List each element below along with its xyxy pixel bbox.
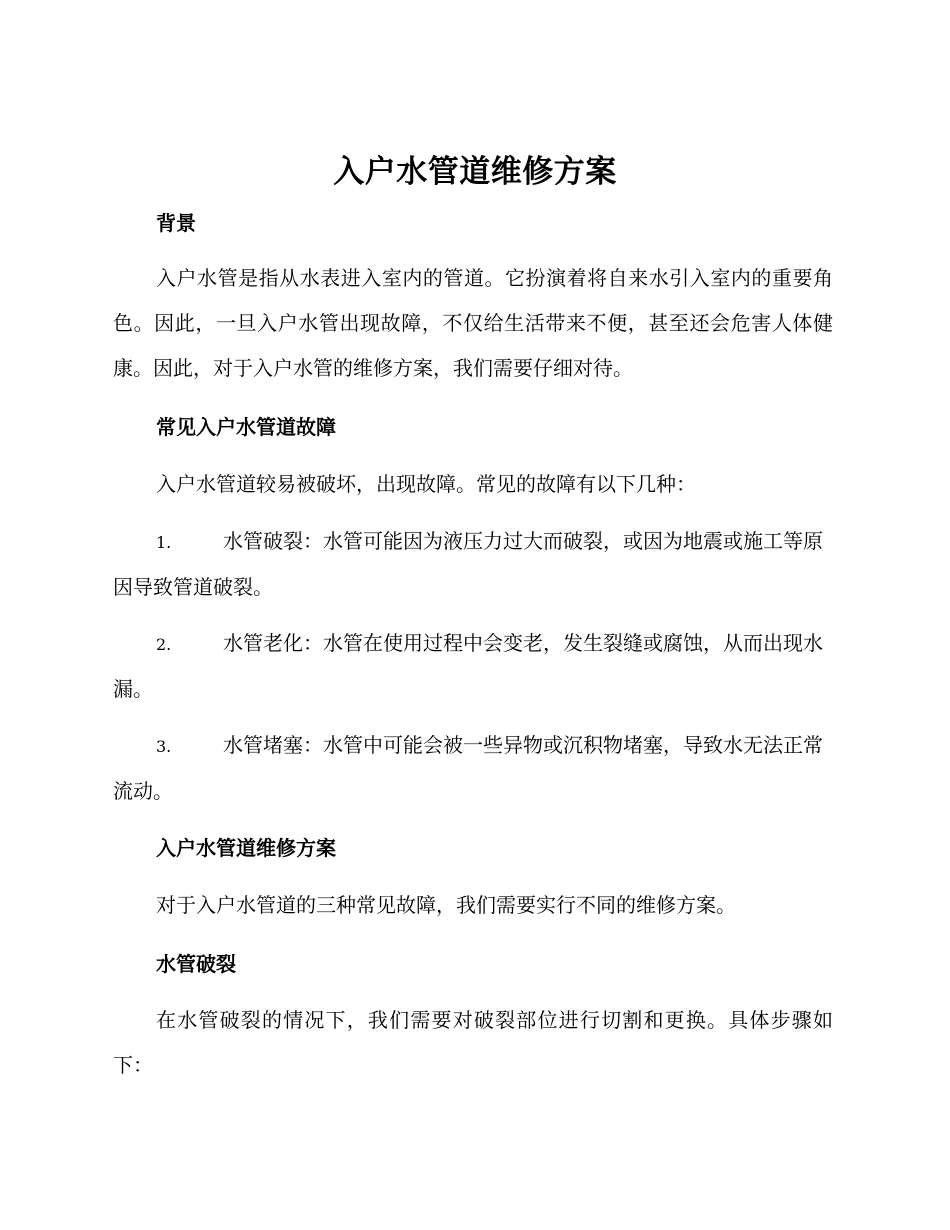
list-item-number: 3. [156,737,172,756]
paragraph-repair-plan: 对于入户水管道的三种常见故障，我们需要实行不同的维修方案。 [156,893,736,917]
list-item-number: 1. [156,533,172,552]
document-title: 入户水管道维修方案 [333,154,617,190]
section-heading-repair-plan: 入户水管道维修方案 [156,836,336,860]
list-item-text: 水管堵塞：水管中可能会被一些异物或沉积物堵塞，导致水无法正常流动。 [113,733,823,803]
section-heading-pipe-burst: 水管破裂 [156,952,236,976]
list-item-number: 2. [156,635,172,654]
section-heading-common-faults: 常见入户水管道故障 [156,415,336,439]
paragraph-faults-intro: 入户水管道较易被破坏，出现故障。常见的故障有以下几种： [156,472,696,496]
list-item [113,723,833,814]
list-item [113,519,833,610]
list-item-text: 水管破裂：水管可能因为液压力过大而破裂，或因为地震或施工等原因导致管道破裂。 [113,529,823,599]
paragraph-pipe-burst: 在水管破裂的情况下，我们需要对破裂部位进行切割和更换。具体步骤如下： [113,1008,833,1077]
list-item-text: 水管老化：水管在使用过程中会变老，发生裂缝或腐蚀，从而出现水漏。 [113,631,823,701]
list-item [113,621,833,712]
section-heading-background: 背景 [156,211,196,235]
paragraph-background: 入户水管是指从水表进入室内的管道。它扮演着将自来水引入室内的重要角色。因此，一旦入户水管出现故障，不仅给生活带来不便，甚至还会危害人体健康。因此，对于入户水管的维修方案，我们需要仔细对待。 [113,266,833,380]
